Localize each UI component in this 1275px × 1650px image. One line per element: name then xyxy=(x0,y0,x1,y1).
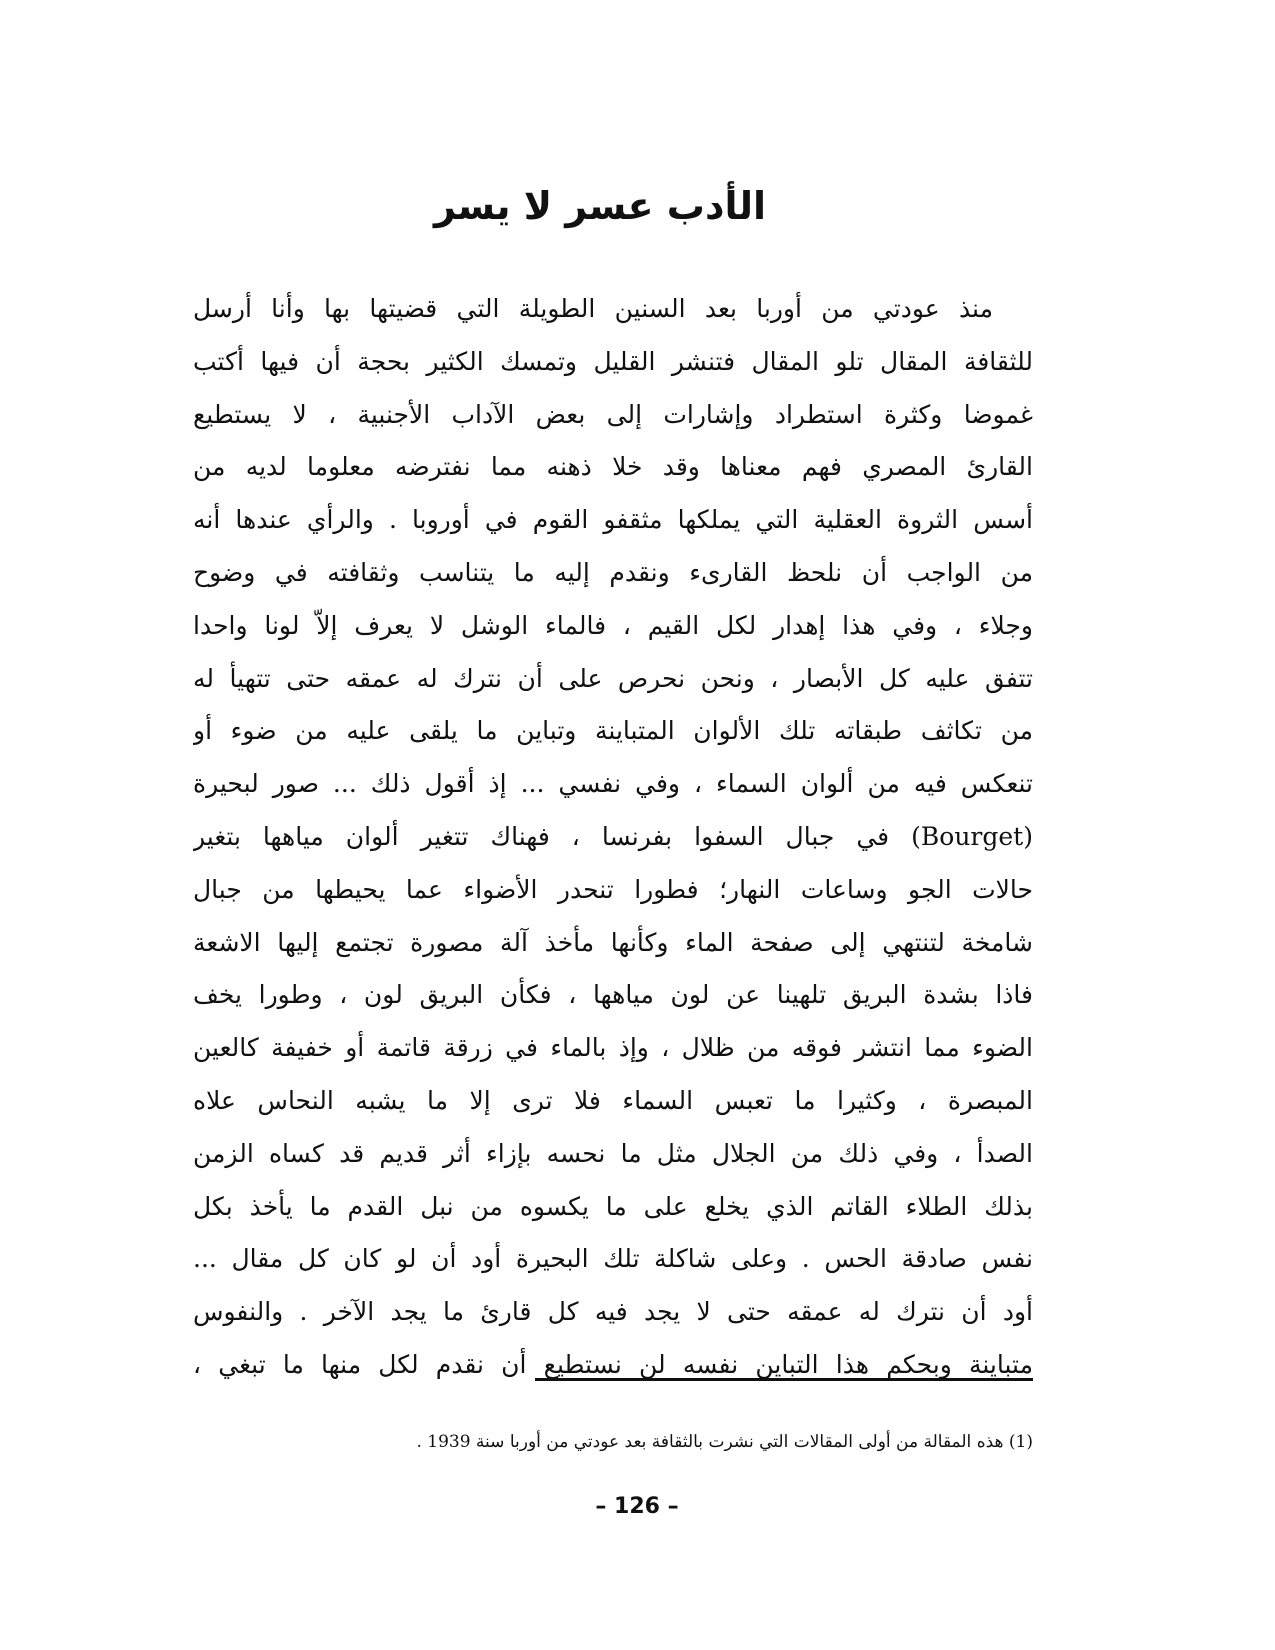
body-line: الصدأ ، وفي ذلك من الجلال مثل ما نحسه بإزاء أثر قديم قد كساه الزمن xyxy=(193,1138,1033,1168)
body-line: للثقافة المقال تلو المقال فتنشر القليل وتمسك الكثير بحجة أن فيها أكتب xyxy=(193,346,1033,376)
body-line: (Bourget) في جبال السفوا بفرنسا ، فهناك تتغير ألوان مياهها بتغير xyxy=(193,821,1033,851)
body-line: بذلك الطلاء القاتم الذي يخلع على ما يكسوه من نبل القدم ما يأخذ بكل xyxy=(193,1191,1033,1221)
page-number: – 126 – xyxy=(595,1494,679,1519)
body-line: القارئ المصري فهم معناها وقد خلا ذهنه مما نفترضه معلوما لديه من xyxy=(193,452,1033,482)
body-line: أود أن نترك له عمقه حتى لا يجد فيه كل قارئ ما يجد الآخر . والنفوس xyxy=(193,1297,1033,1327)
body-line: منذ عودتي من أوربا بعد السنين الطويلة التي قضيتها بها وأنا أرسل xyxy=(193,294,993,323)
footnote: (1) هذه المقالة من أولى المقالات التي نشرت بالثقافة بعد عودتي من أوربا سنة 1939 . xyxy=(416,1432,1033,1452)
body-line: من الواجب أن نلحظ القارىء ونقدم إليه ما يتناسب وثقافته في وضوح xyxy=(193,557,1033,587)
body-line: حالات الجو وساعات النهار؛ فطورا تنحدر الأضواء عما يحيطها من جبال xyxy=(193,874,1033,904)
body-line: شامخة لتنتهي إلى صفحة الماء وكأنها مأخذ آلة مصورة تجتمع إليها الاشعة xyxy=(193,927,1033,957)
body-text xyxy=(193,283,1033,1392)
body-line: الضوء مما انتشر فوقه من ظلال ، وإذ بالماء في زرقة قاتمة أو خفيفة كالعين xyxy=(193,1033,1033,1063)
body-line: غموضا وكثرة استطراد وإشارات إلى بعض الآداب الأجنبية ، لا يستطيع xyxy=(193,399,1033,429)
body-line: من تكاثف طبقاته تلك الألوان المتباينة وتباين ما يلقى عليه من ضوء أو xyxy=(193,716,1033,746)
body-line: أسس الثروة العقلية التي يملكها مثقفو القوم في أوروبا . والرأي عندها أنه xyxy=(193,505,1033,535)
body-line: تنعكس فيه من ألوان السماء ، وفي نفسي ... إذ أقول ذلك ... صور لبحيرة xyxy=(193,769,1033,799)
page-title: الأدب عسر لا يسر xyxy=(433,184,767,228)
body-line: نفس صادقة الحس . وعلى شاكلة تلك البحيرة أود أن لو كان كل مقال ... xyxy=(193,1244,1033,1274)
footnote-divider xyxy=(535,1378,1033,1381)
body-line: وجلاء ، وفي هذا إهدار لكل القيم ، فالماء الوشل لا يعرف إلاّ لونا واحدا xyxy=(193,610,1033,640)
body-line: فاذا بشدة البريق تلهينا عن لون مياهها ، فكأن البريق لون ، وطورا يخف xyxy=(193,980,1033,1010)
body-line: المبصرة ، وكثيرا ما تعبس السماء فلا ترى إلا ما يشبه النحاس علاه xyxy=(193,1085,1033,1115)
body-line: تتفق عليه كل الأبصار ، ونحن نحرص على أن نترك له عمقه حتى تتهيأ له xyxy=(193,663,1033,693)
body-line: متباينة وبحكم هذا التباين نفسه لن نستطيع أن نقدم لكل منها ما تبغي ، xyxy=(193,1349,1033,1379)
